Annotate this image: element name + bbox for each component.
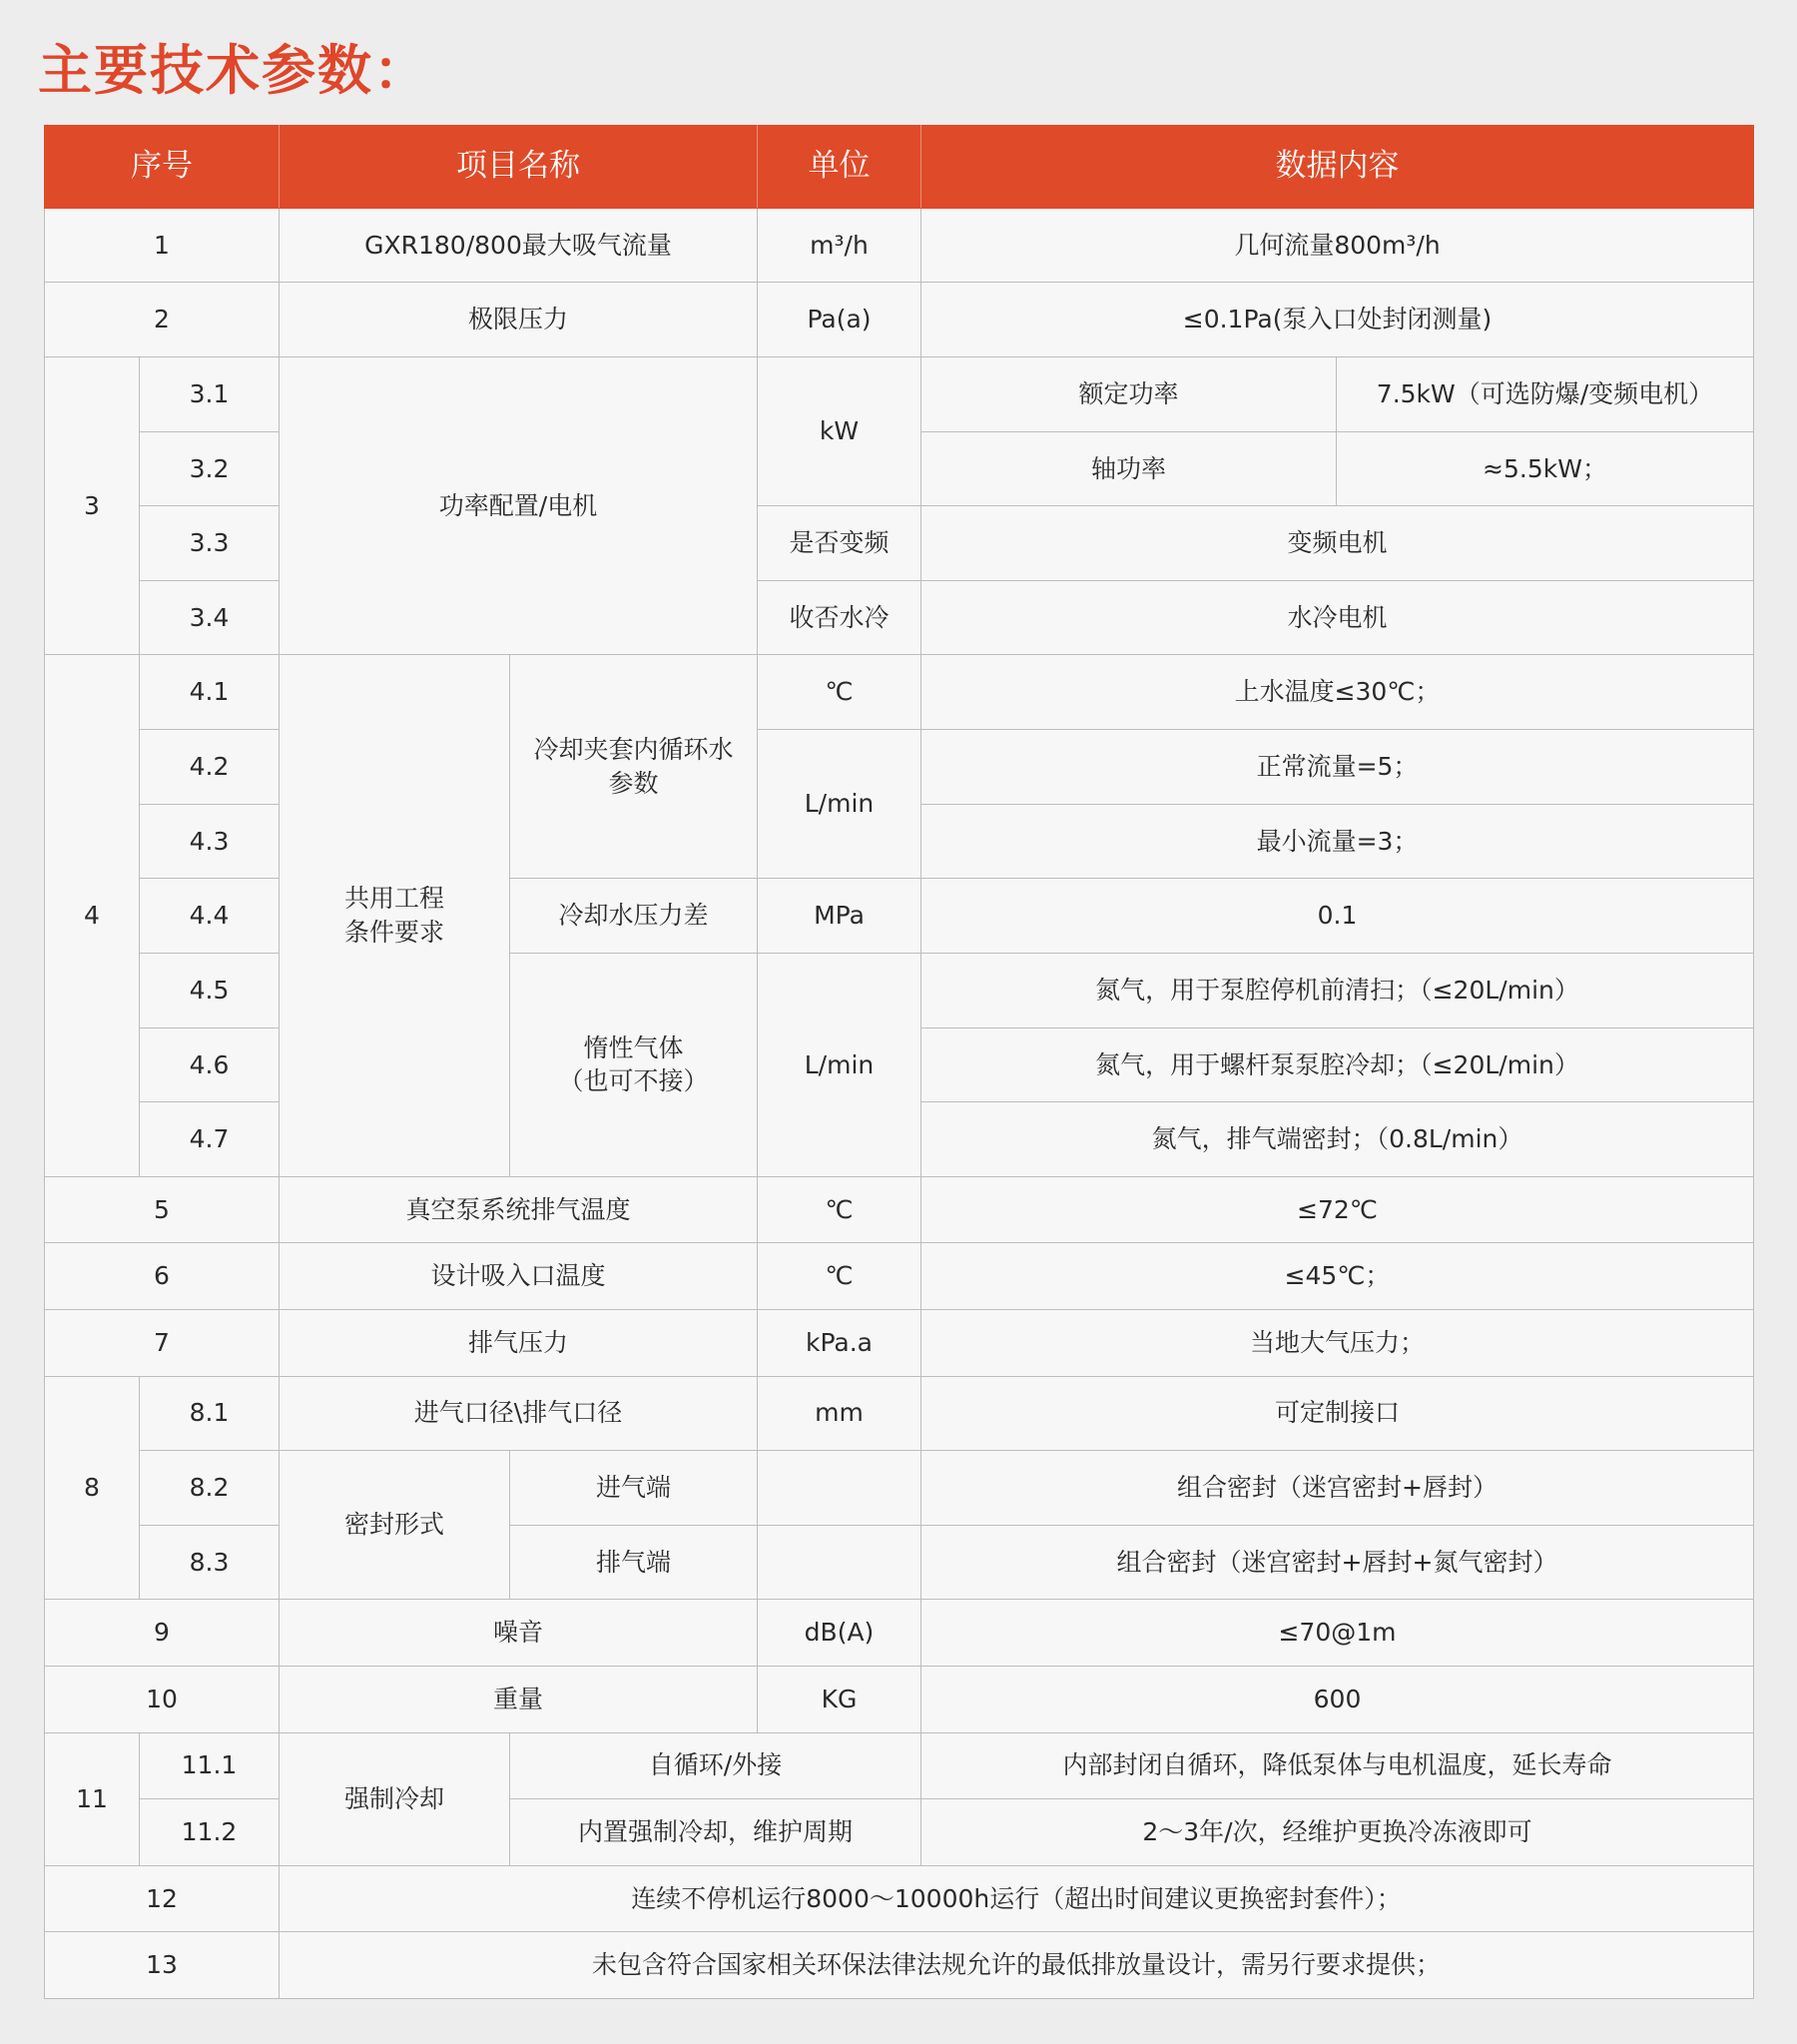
row-value: 可定制接口 [921, 1376, 1754, 1451]
row-value: 2～3年/次，经维护更换冷冻液即可 [921, 1799, 1754, 1866]
sub-no: 8.3 [140, 1525, 280, 1600]
sub-no: 11.1 [140, 1732, 280, 1799]
row-no: 2 [45, 283, 280, 357]
row-unit: ℃ [758, 1176, 921, 1243]
row-unit: L/min [758, 953, 921, 1176]
row-value: 当地大气压力； [921, 1309, 1754, 1376]
row-unit: Pa(a) [758, 283, 921, 357]
table-row [45, 283, 1754, 357]
sub-no: 8.1 [140, 1376, 280, 1451]
forced-cooling-label: 自循环/外接 [510, 1732, 921, 1799]
sub-no: 3.3 [140, 506, 280, 581]
row-value: 上水温度≤30℃； [921, 655, 1754, 730]
row-no: 9 [45, 1600, 280, 1667]
row-no: 3 [45, 356, 140, 655]
table-header-row [45, 126, 1754, 209]
row-unit [758, 1525, 921, 1600]
sub-no: 3.1 [140, 356, 280, 431]
header-item-name: 项目名称 [280, 126, 758, 209]
row-no: 11 [45, 1732, 140, 1865]
seal-type-label: 密封形式 [280, 1451, 510, 1600]
row-unit: m³/h [758, 208, 921, 283]
row-value: 600 [921, 1666, 1754, 1732]
row-value: 连续不停机运行8000～10000h运行（超出时间建议更换密封套件）； [280, 1865, 1754, 1932]
row-unit: ℃ [758, 655, 921, 730]
water-cool-label: 收否水冷 [758, 580, 921, 655]
sub-no: 3.2 [140, 431, 280, 506]
table-row [45, 1451, 1754, 1526]
rated-power-label: 额定功率 [921, 356, 1337, 431]
table-row [45, 1732, 1754, 1799]
row-name: 极限压力 [280, 283, 758, 357]
header-unit: 单位 [758, 126, 921, 209]
row-no: 5 [45, 1176, 280, 1243]
header-data: 数据内容 [921, 126, 1754, 209]
row-unit: kPa.a [758, 1309, 921, 1376]
row-name: 排气压力 [280, 1309, 758, 1376]
row-name: 设计吸入口温度 [280, 1243, 758, 1310]
spec-table [44, 125, 1754, 1999]
row-unit: dB(A) [758, 1600, 921, 1667]
table-row [45, 1865, 1754, 1932]
row-no: 4 [45, 655, 140, 1176]
row-name: 真空泵系统排气温度 [280, 1176, 758, 1243]
page-title: 主要技术参数： [38, 39, 429, 102]
row-value: ≤0.1Pa(泵入口处封闭测量) [921, 283, 1754, 357]
table-row [45, 1176, 1754, 1243]
row-value: 最小流量=3； [921, 804, 1754, 879]
row-name: 进气口径\排气口径 [280, 1376, 758, 1451]
row-value: 正常流量=5； [921, 730, 1754, 805]
inert-gas-group: 惰性气体 （也可不接） [510, 953, 758, 1176]
row-unit: KG [758, 1666, 921, 1732]
row-value: 氮气，用于螺杆泵泵腔冷却；（≤20L/min） [921, 1027, 1754, 1102]
shaft-power-label: 轴功率 [921, 431, 1337, 506]
sub-no: 4.2 [140, 730, 280, 805]
row-unit: L/min [758, 730, 921, 879]
table-row [45, 356, 1754, 431]
row-unit: kW [758, 356, 921, 505]
sub-no: 4.3 [140, 804, 280, 879]
pressure-diff-group: 冷却水压力差 [510, 879, 758, 954]
spec-table-container [44, 125, 1753, 1999]
row-no: 13 [45, 1932, 280, 1999]
header-no: 序号 [45, 126, 280, 209]
sub-no: 4.5 [140, 953, 280, 1027]
row-value: ≤45℃； [921, 1243, 1754, 1310]
forced-cooling-label: 内置强制冷却，维护周期 [510, 1799, 921, 1866]
row-no: 1 [45, 208, 280, 283]
table-row [45, 1376, 1754, 1451]
seal-outlet-label: 排气端 [510, 1525, 758, 1600]
row-value: 氮气，排气端密封；（0.8L/min） [921, 1102, 1754, 1177]
row-name: 强制冷却 [280, 1732, 510, 1865]
row-value: 组合密封（迷宫密封+唇封） [921, 1451, 1754, 1526]
row-no: 10 [45, 1666, 280, 1732]
row-unit [758, 1451, 921, 1526]
sub-no: 4.7 [140, 1102, 280, 1177]
row-no: 6 [45, 1243, 280, 1310]
row-value: 组合密封（迷宫密封+唇封+氮气密封） [921, 1525, 1754, 1600]
sub-no: 4.6 [140, 1027, 280, 1102]
row-unit: ℃ [758, 1243, 921, 1310]
row-name: 噪音 [280, 1600, 758, 1667]
water-cool-value: 水冷电机 [921, 580, 1754, 655]
row-value: 氮气，用于泵腔停机前清扫；（≤20L/min） [921, 953, 1754, 1027]
sub-no: 8.2 [140, 1451, 280, 1526]
table-row [45, 1932, 1754, 1999]
row-name: GXR180/800最大吸气流量 [280, 208, 758, 283]
row-value: 0.1 [921, 879, 1754, 954]
cooling-jacket-group: 冷却夹套内循环水 参数 [510, 655, 758, 879]
row-no: 7 [45, 1309, 280, 1376]
row-name: 共用工程 条件要求 [280, 655, 510, 1176]
table-row [45, 655, 1754, 730]
row-value: 内部封闭自循环，降低泵体与电机温度，延长寿命 [921, 1732, 1754, 1799]
row-value: ≤72℃ [921, 1176, 1754, 1243]
vf-label: 是否变频 [758, 506, 921, 581]
row-name: 功率配置/电机 [280, 356, 758, 655]
row-value: ≤70@1m [921, 1600, 1754, 1667]
sub-no: 4.1 [140, 655, 280, 730]
sub-no: 11.2 [140, 1799, 280, 1866]
table-row [45, 1243, 1754, 1310]
shaft-power-value: ≈5.5kW； [1337, 431, 1754, 506]
table-row [45, 208, 1754, 283]
row-value: 未包含符合国家相关环保法律法规允许的最低排放量设计，需另行要求提供； [280, 1932, 1754, 1999]
row-no: 12 [45, 1865, 280, 1932]
row-unit: mm [758, 1376, 921, 1451]
seal-inlet-label: 进气端 [510, 1451, 758, 1526]
rated-power-value: 7.5kW（可选防爆/变频电机） [1337, 356, 1754, 431]
row-no: 8 [45, 1376, 140, 1600]
vf-value: 变频电机 [921, 506, 1754, 581]
row-value: 几何流量800m³/h [921, 208, 1754, 283]
sub-no: 4.4 [140, 879, 280, 954]
row-name: 重量 [280, 1666, 758, 1732]
table-row [45, 1309, 1754, 1376]
row-unit: MPa [758, 879, 921, 954]
table-row [45, 1600, 1754, 1667]
sub-no: 3.4 [140, 580, 280, 655]
table-row [45, 1666, 1754, 1732]
